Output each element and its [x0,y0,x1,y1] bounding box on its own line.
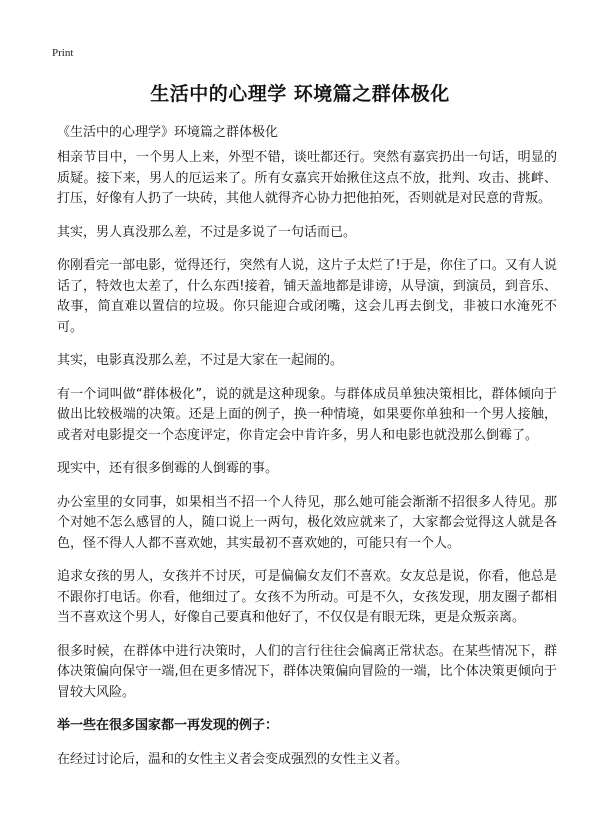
paragraph: 追求女孩的男人，女孩并不讨厌，可是偏偏女友们不喜欢。女友总是说，你看，他总是不跟你打电话。你看，他细过了。女孩不为所动。可是不久，女孩发现，朋友圈子都相当不喜欢这个男人，好像自己要真和他好了，不仅仅是有眼无珠，更是众叛亲离。 [57,569,557,625]
section-heading: 举一些在很多国家都一再发现的例子： [57,718,279,733]
paragraph: 办公室里的女同事，如果相当不招一个人待见，那么她可能会渐渐不招很多人待见。那个对她不怎么感冒的人，随口说上一两句，极化效应就来了，大家都会觉得这人就是各色，怪不得人人都不喜欢她，其实最初不喜欢她的，可能只有一个人。 [57,494,557,551]
paragraph: 现实中，还有很多倒霉的人倒霉的事。 [57,461,279,476]
paragraph: 在经过讨论后，温和的女性主义者会变成强烈的女性主义者。 [57,751,409,767]
paragraph: 其实，电影真没那么差，不过是大家在一起闹的。 [57,353,344,368]
paragraph: 其实，男人真没那么差，不过是多说了一句话而已。 [57,224,357,240]
article-subtitle: 《生活中的心理学》环境篇之群体极化 [57,125,279,140]
paragraph: 有一个词叫做“群体极化”，说的就是这种现象。与群体成员单独决策相比，群体倾向于做出比较极端的决策。还是上面的例子，换一种情境，如果要你单独和一个男人接触，或者对电影提交一个态度评定，你肯定会中肯许多，男人和电影也就没那么倒霉了。 [57,386,557,443]
article-title: 生活中的心理学 环境篇之群体极化 [150,83,450,105]
article-body [57,148,557,783]
paragraph: 相亲节目中，一个男人上来，外型不错，谈吐都还行。突然有嘉宾扔出一句话，明显的质疑。接下来，男人的厄运来了。所有女嘉宾开始揪住这点不放，批判、攻击、挑衅、打压，好像有人扔了一块砖，其他人就得齐心协力把他拍死，否则就是对民意的背叛。 [57,150,557,206]
paragraph: 很多时候，在群体中进行决策时，人们的言行往往会偏离正常状态。在某些情况下，群体决策偏向保守一端,但在更多情况下，群体决策偏向冒险的一端，比个体决策更倾向于冒较大风险。 [57,643,557,700]
print-link[interactable]: Print [52,47,74,59]
paragraph: 你刚看完一部电影，觉得还行，突然有人说，这片子太烂了!于是，你住了口。又有人说话了，特效也太差了，什么东西!接着，铺天盖地都是诽谤，从导演，到演员，到音乐、故事，简直难以置信的垃圾。你只能迎合或闭嘴，这会儿再去倒戈，非被口水淹死不可。 [57,258,557,335]
